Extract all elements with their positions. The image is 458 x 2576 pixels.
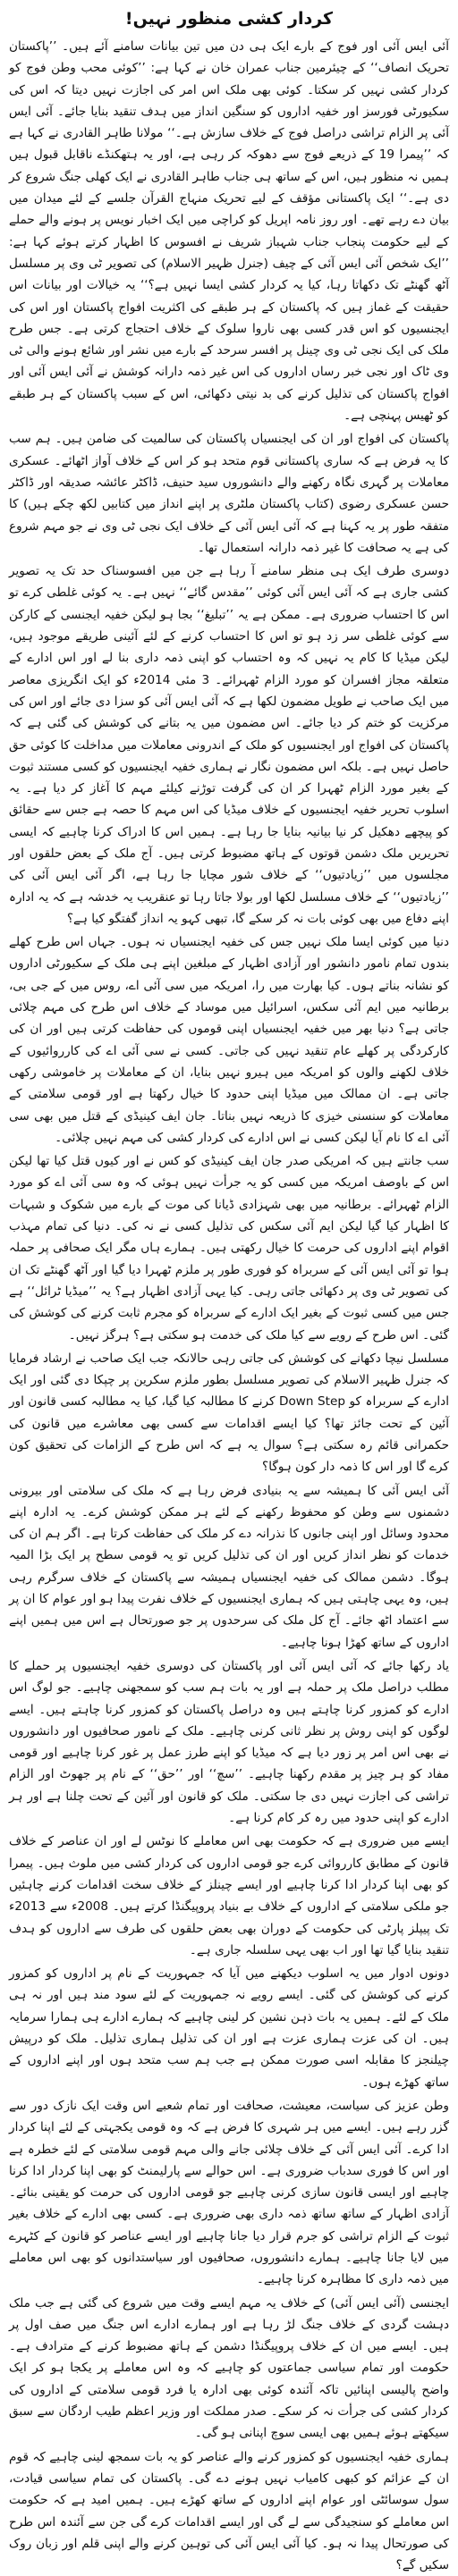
article-paragraph: دونوں ادوار میں یہ اسلوب دیکھنے میں آیا کہ جمہوریت کے نام پر اداروں کو کمزور کرنے کی کوشش کی گئی۔ ایسے رویے نہ جمہوریت کے لئے سود مند ہیں اور نہ ہی ملک کے لئے۔ ہمیں یہ بات ذہن نشین کر لینی چاہیے کہ ہمارے ادارے ہی ہمارا سرمایہ ہیں۔ ان کی عزت ہماری عزت ہے اور ان کی تذلیل ہماری تذلیل۔ ملک کو درپیش چیلنجز کا مقابلہ اسی صورت ممکن ہے جب ہم سب متحد ہوں اور اپنے اداروں کے ساتھ کھڑے ہوں۔ [9, 1966, 449, 2090]
article-paragraph: یاد رکھا جائے کہ آئی ایس آئی اور پاکستان کی دوسری خفیہ ایجنسیوں پر حملے کا مطلب دراصل ملک پر حملہ ہے اور یہ بات ہم سب کو سمجھنی چاہیے۔ جو لوگ اس ادارے کو کمزور کرنا چاہتے ہیں وہ دراصل پاکستان کو کمزور کرنا چاہتے ہیں۔ ایسے لوگوں کو اپنی روش پر نظر ثانی کرنی چاہیے۔ ملک کے نامور صحافیوں اور دانشوروں نے بھی اس امر پر زور دیا ہے کہ میڈیا کو اپنے طرز عمل پر غور کرنا چاہیے اور قومی مفاد کو ہر چیز پر مقدم رکھنا چاہیے۔ ’’سچ‘‘ اور ’’حق‘‘ کے نام پر جھوٹ اور الزام تراشی کی اجازت نہیں دی جا سکتی۔ ملک کو قانون اور آئین کے تحت چلنا ہے اور ہر ادارے کو اپنی حدود میں رہ کر کام کرنا ہے۔ [9, 1658, 449, 1826]
article-paragraph: مسلسل نیچا دکھانے کی کوشش کی جاتی رہی حالانکہ جب ایک صاحب نے ارشاد فرمایا کہ جنرل ظہیر الاسلام کی تصویر مسلسل بطور ملزم سکرین پر چپکا دی گئی اور ایک ادارے کے سربراہ کو Down Step کرنے کا مطالبہ کیا گیا، کیا یہ مطالبہ کسی قانون اور آئین کے تحت جائز تھا؟ کیا ایسے اقدامات سے کسی بھی معاشرے میں قانون کی حکمرانی قائم رہ سکتی ہے؟ سوال یہ ہے کہ اس طرح کے الزامات کی تحقیق کون کرے گا اور اس کا ذمہ دار کون ہوگا؟ [9, 1351, 449, 1475]
article-paragraph: ایجنسی (آئی ایس آئی) کے خلاف یہ مہم ایسے وقت میں شروع کی گئی ہے جب ملک دہشت گردی کے خلاف جنگ لڑ رہا ہے اور ہمارے ادارے اس جنگ میں صف اول پر ہیں۔ ایسے میں ان کے خلاف پروپیگنڈا دشمن کے ہاتھ مضبوط کرنے کے مترادف ہے۔ حکومت اور تمام سیاسی جماعتوں کو چاہیے کہ وہ اس معاملے پر یکجا ہو کر ایک واضح پالیسی اپنائیں تاکہ آئندہ کوئی بھی ادارہ یا فرد قومی سلامتی کے اداروں کی کردار کشی کی جرأت نہ کر سکے۔ صدر مملکت اور وزیر اعظم طیب اردگان سے سبق سیکھتے ہوئے ہمیں بھی ایسی سوچ اپنانی ہو گی۔ [9, 2295, 449, 2441]
article-paragraph: آئی ایس آئی اور فوج کے بارے ایک ہی دن میں تین بیانات سامنے آئے ہیں۔ ’’پاکستان تحریک انصاف‘‘ کے چیئرمین جناب عمران خان نے کہا ہے: ’’کوئی محب وطن فوج کو کردار کشی نہیں کر سکتا۔ کوئی بھی ملک اس امر کی اجازت نہیں دیتا کہ اس کی سکیورٹی فورسز اور خفیہ اداروں کو سنگین انداز میں ہدف تنقید بنایا جائے۔ آئی ایس آئی پر الزام تراشی دراصل فوج کے خلاف سازش ہے۔‘‘ مولانا طاہر القادری نے کہا ہے کہ ’’پیمرا 19 کے ذریعے فوج سے دھوکہ کر رہی ہے، اور یہ ہتھکنڈے ناقابل قبول ہیں ہمیں نہ منظور ہیں، اس کے ساتھ ہی جناب طاہر القادری نے ایک کھلی جنگ شروع کر دی ہے۔‘‘ ایک پاکستانی مؤقف کے لیے تحریک منہاج القرآن جلسے کے لئے میدان میں بیان دے رہے تھے۔ اور روز نامہ اپریل کو کراچی میں ایک اخبار نویس پر ہونے والے حملے کے لیے حکومت پنجاب جناب شہباز شریف نے افسوس کا اظہار کرتے ہوئے کہا ہے: ’’ایک شخص آئی ایس آئی کے چیف (جنرل ظہیر الاسلام) کی تصویر ٹی وی پر مسلسل آٹھ گھنٹے تک دکھاتا رہا، کیا یہ کردار کشی ایسا نہیں ہے؟‘‘ یہ خیالات اور بیانات اس حقیقت کے غماز ہیں کہ پاکستان کے ہر طبقے کی اکثریت افواج پاکستان اور اس کی ایجنسیوں کو اس قدر کسی بھی ناروا سلوک کے خلاف احتجاج کرتی ہے۔ جس طرح ملک کی ایک نجی ٹی وی چینل پر افسر سرحد کے بارے میں نشر اور شائع ہونے والی ٹی وی ٹاک اور نجی خبر رساں اداروں کی اس غیر ذمہ دارانہ کوشش نے آئی ایس آئی اور افواج پاکستان کی تذلیل کرنے کی بد نیتی دکھائی، اس کے سبب پاکستان کے ہر طبقے کو ٹھیس پہنچی ہے۔ [9, 39, 450, 424]
article-paragraph: آئی ایس آئی کا ہمیشہ سے یہ بنیادی فرض رہا ہے کہ ملک کی سلامتی اور بیرونی دشمنوں سے وطن کو محفوظ رکھنے کے لئے ہر ممکن کوشش کرے۔ یہ ادارہ اپنے محدود وسائل اور اپنی جانوں کا نذرانہ دے کر ملک کی حفاظت کرتا ہے۔ اگر ہم ان کی خدمات کو نظر انداز کریں اور ان کی تذلیل کریں تو یہ قومی سطح پر ایک بڑا المیہ ہوگا۔ دشمن ممالک کی خفیہ ایجنسیاں ہمیشہ سے پاکستان کے خلاف سرگرم رہی ہیں، وہ یہی چاہتی ہیں کہ ہماری ایجنسیوں کے خلاف نفرت پیدا ہو اور عوام کا ان پر سے اعتماد اٹھ جائے۔ آج کل ملک کی سرحدوں پر جو صورتحال ہے اس میں ہمیں اپنے اداروں کے ساتھ کھڑا ہونا چاہیے۔ [9, 1483, 449, 1650]
article-paragraph: ہماری خفیہ ایجنسیوں کو کمزور کرنے والے عناصر کو یہ بات سمجھ لینی چاہیے کہ قوم ان کے عزائم کو کبھی کامیاب نہیں ہونے دے گی۔ پاکستان کی تمام سیاسی قیادت، سول سوسائٹی اور عوام اپنے اداروں کے ساتھ کھڑے ہیں۔ ہمیں امید ہے کہ حکومت اس معاملے کو سنجیدگی سے لے گی اور ایسے اقدامات کرے گی جن سے آئندہ اس طرح کی صورتحال پیدا نہ ہو۔ کیا آئی ایس آئی کی توہین کرنے والے اپنی قلم اور زبان روک سکیں گے؟ [9, 2449, 449, 2573]
article-paragraph: پاکستان کی افواج اور ان کی ایجنسیاں پاکستان کی سالمیت کی ضامن ہیں۔ ہم سب کا یہ فرض ہے کہ ساری پاکستانی قوم متحد ہو کر اس کے خلاف آواز اٹھائے۔ عسکری معاملات پر گہری نگاہ رکھنے والے دانشوروں سید حنیف، ڈاکٹر عائشہ صدیقہ اور ڈاکٹر حسن عسکری رضوی (کتاب پاکستان ملٹری پر اپنے انداز میں کتابیں لکھ چکے ہیں) کا متفقہ طور پر یہ کہنا ہے کہ آئی ایس آئی کے خلاف ایک نجی ٹی وی نے جو مہم شروع کی ہے یہ صحافت کا غیر ذمہ دارانہ استعمال تھا۔ [9, 432, 449, 555]
article-paragraph: دوسری طرف ایک ہی منظر سامنے آ رہا ہے جن میں افسوسناک حد تک یہ تصویر کشی جاری ہے کہ آئی ایس آئی کوئی ’’مقدس گائے‘‘ نہیں ہے۔ یہ کوئی غلطی کرے تو اس کا احتساب ضروری ہے۔ ممکن ہے یہ ’’تبلیغ‘‘ بجا ہو لیکن خفیہ ایجنسی کے کارکن سے کوئی غلطی سر زد ہو تو اس کا احتساب کرنے کے لئے آئینی طریقے موجود ہیں، لیکن میڈیا کا کام یہ نہیں کہ وہ احتساب کو اپنی ذمہ داری بنا لے اور اس ادارے کے متعلقہ مجاز افسران کو مورد الزام ٹھہرائے۔ 3 مئی 2014ء کو ایک انگریزی معاصر میں ایک صاحب نے طویل مضمون لکھا ہے کہ آئی ایس آئی کو سزا دی جائے اور اس کی مرکزیت کو ختم کر دیا جائے۔ اس مضمون میں یہ بتانے کی کوشش کی گئی ہے کہ پاکستان کی افواج اور ایجنسیوں کو ملک کے اندرونی معاملات میں مداخلت کا کوئی حق حاصل نہیں ہے۔ بلکہ اس مضمون نگار نے ہماری خفیہ ایجنسیوں کو کسی مستند ثبوت کے بغیر مورد الزام ٹھہرا کر ان کی گرفت توڑنے کیلئے مہم کا آغاز کر دیا ہے۔ یہ اسلوب تحریر خفیہ ایجنسیوں کے خلاف میڈیا کی اس مہم کا حصہ ہے جس سے حقائق کو پیچھے دھکیل کر نیا بیانیہ بنایا جا رہا ہے۔ ہمیں اس کا ادراک کرنا چاہیے کہ ایسی تحریریں ملک دشمن قوتوں کے ہاتھ مضبوط کرتی ہیں۔ آج ملک کے بعض حلقوں اور مجلسوں میں ’’زیادتیوں‘‘ کے خلاف شور مچایا جا رہا ہے، اگر آئی ایس آئی کی ’’زیادتیوں‘‘ کے خلاف مسلسل لکھا اور بولا جاتا رہا تو عنقریب یہ خدشہ ہے کہ یہ ادارہ اپنے دفاع میں بھی کوئی بات نہ کر سکے گا، تبھی کہو یہ انداز گفتگو کیا ہے؟ [9, 564, 449, 926]
article-paragraph: وطن عزیز کی سیاست، معیشت، صحافت اور تمام شعبے اس وقت ایک نازک دور سے گزر رہے ہیں۔ ایسے میں ہر شہری کا فرض ہے کہ وہ قومی یکجہتی کے لئے اپنا کردار ادا کرے۔ آئی ایس آئی کے خلاف چلائی جانے والی مہم قومی سلامتی کے لئے خطرہ ہے اور اس کا فوری سدباب ضروری ہے۔ اس حوالے سے پارلیمنٹ کو بھی اپنا کردار ادا کرنا چاہیے اور ایسی قانون سازی کرنی چاہیے جو قومی اداروں کی حرمت کو یقینی بنائے۔ آزادی اظہار کے ساتھ ساتھ ذمہ داری بھی ضروری ہے۔ کسی بھی ادارے کے خلاف بغیر ثبوت کے الزام تراشی کو جرم قرار دیا جانا چاہیے اور ایسے عناصر کو قانون کے کٹہرے میں لایا جانا چاہیے۔ ہمارے دانشوروں، صحافیوں اور سیاستدانوں کو بھی اس معاملے میں ذمہ داری کا مظاہرہ کرنا چاہیے۔ [9, 2098, 449, 2287]
article-paragraph: دنیا میں کوئی ایسا ملک نہیں جس کی خفیہ ایجنسیاں نہ ہوں۔ جہاں اس طرح کھلے بندوں تمام نامور دانشور اور آزادی اظہار کے مبلغین اپنے ہی ملک کے سکیورٹی اداروں کو نشانہ بناتے ہوں۔ کیا بھارت میں را، امریکہ میں سی آئی اے، روس میں کے جی بی، برطانیہ میں ایم آئی سکس، اسرائیل میں موساد کے خلاف اس طرح کی مہم چلائی جاتی ہے؟ دنیا بھر میں خفیہ ایجنسیاں اپنی قوموں کی حفاظت کرتی ہیں اور ان کی کارکردگی پر کھلے عام تنقید نہیں کی جاتی۔ کسی نے سی آئی اے کی کارروائیوں کے خلاف لکھنے والوں کو امریکہ میں ہیرو نہیں بنایا، ان کے معاملات پر خاموشی رکھی جاتی ہے۔ ان ممالک میں میڈیا اپنی حدود کا خیال رکھتا ہے اور قومی سلامتی کے معاملات کو سنسنی خیزی کا ذریعہ نہیں بناتا۔ جان ایف کینیڈی کے قتل میں بھی سی آئی اے کا نام آیا لیکن کسی نے اس ادارے کی کردار کشی کی مہم نہیں چلائی۔ [9, 935, 449, 1145]
article-paragraph: ایسے میں ضروری ہے کہ حکومت بھی اس معاملے کا نوٹس لے اور ان عناصر کے خلاف قانون کے مطابق کارروائی کرے جو قومی اداروں کی کردار کشی میں ملوث ہیں۔ پیمرا کو بھی اپنا کردار ادا کرنا چاہیے اور ایسے چینلز کے خلاف سخت اقدامات کرنے چاہئیں جو ملکی سلامتی کے اداروں کے خلاف بے بنیاد پروپیگنڈا کرتے ہیں۔ 2008ء سے 2013ء تک پیپلز پارٹی کی حکومت کے دوران بھی بعض حلقوں کی طرف سے اداروں کو ہدف تنقید بنایا گیا تھا اور اب بھی یہی سلسلہ جاری ہے۔ [9, 1834, 449, 1957]
article-body [9, 36, 449, 2576]
article-title: کردار کشی منظور نہیں! [124, 9, 334, 29]
article-paragraph: سب جانتے ہیں کہ امریکی صدر جان ایف کینیڈی کو کس نے اور کیوں قتل کیا تھا لیکن اس کے باوصف امریکہ میں کسی کو یہ جرأت نہیں ہوئی کہ وہ سی آئی اے کو مورد الزام ٹھہرائے۔ برطانیہ میں بھی شہزادی ڈیانا کی موت کے بارے میں شکوک و شبہات کا اظہار کیا گیا لیکن ایم آئی سکس کی تذلیل کسی نے نہ کی۔ دنیا کی تمام مہذب اقوام اپنے اداروں کی حرمت کا خیال رکھتی ہیں۔ ہمارے ہاں مگر ایک صحافی پر حملہ ہوا تو آئی ایس آئی کے سربراہ کو فوری طور پر ملزم ٹھہرا دیا گیا اور آٹھ گھنٹے تک ان کی تصویر ٹی وی پر دکھائی جاتی رہی۔ کیا یہی آزادی اظہار ہے؟ یہ ’’میڈیا ٹرائل‘‘ ہے جس میں کسی ثبوت کے بغیر ایک ادارے کے سربراہ کو مجرم ثابت کرنے کی کوشش کی گئی۔ اس طرح کے رویے سے کیا ملک کی خدمت ہو سکتی ہے؟ ہرگز نہیں۔ [9, 1154, 449, 1343]
